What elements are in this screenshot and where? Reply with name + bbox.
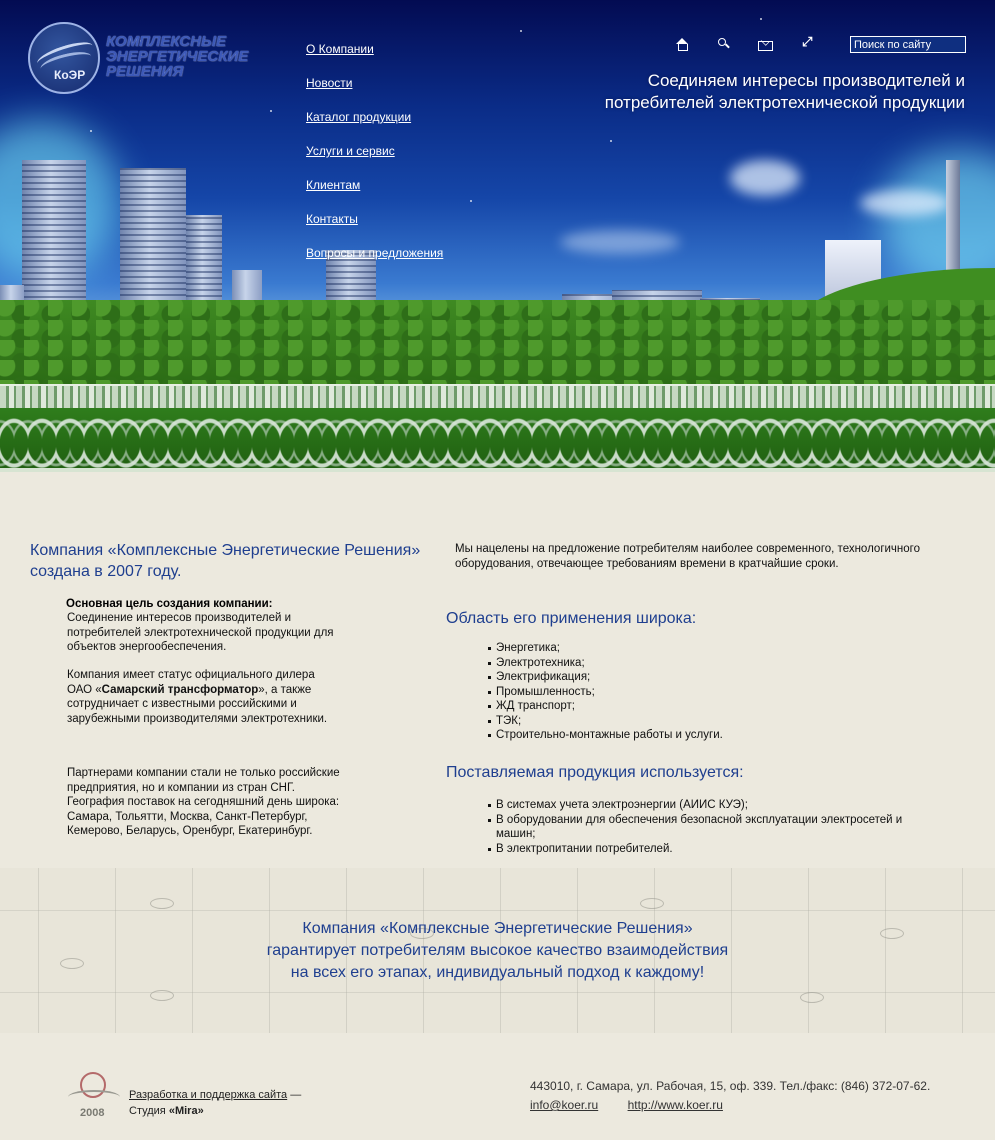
search-input[interactable] bbox=[850, 36, 966, 53]
studio-logo-wing bbox=[68, 1090, 120, 1104]
star bbox=[90, 130, 92, 132]
nav-services[interactable]: Услуги и сервис bbox=[306, 144, 395, 158]
logo-line: ЭНЕРГЕТИЧЕСКИЕ bbox=[106, 48, 249, 65]
list-item: Электрификация; bbox=[488, 670, 723, 685]
fence-ornament bbox=[0, 384, 995, 410]
star bbox=[760, 18, 762, 20]
nav-catalog[interactable]: Каталог продукции bbox=[306, 110, 412, 124]
cloud bbox=[860, 190, 950, 216]
intro-title-line: создана в 2007 году. bbox=[30, 563, 182, 580]
toolbar bbox=[672, 36, 818, 54]
intro-title bbox=[30, 540, 420, 582]
star bbox=[270, 110, 272, 112]
logo-abbr: КоЭР bbox=[54, 68, 86, 82]
logo-emblem bbox=[28, 22, 100, 94]
list-item: Энергетика; bbox=[488, 641, 723, 656]
developer-link[interactable]: Разработка и поддержка сайта bbox=[129, 1089, 288, 1101]
home-icon[interactable] bbox=[672, 36, 692, 54]
credit-dash: — bbox=[287, 1089, 302, 1101]
contact-links bbox=[530, 1098, 749, 1112]
logo-wordmark bbox=[106, 34, 266, 79]
nav-news[interactable]: Новости bbox=[306, 76, 353, 90]
closing-line: Компания «Комплексные Энергетические Решения» bbox=[302, 920, 693, 937]
aim-text: Мы нацелены на предложение потребителям наиболее современного, технологичного оборудования, отвечающее требованиям времени в кратчайшие сроки. bbox=[455, 543, 921, 570]
logo-line: РЕШЕНИЯ bbox=[106, 63, 184, 80]
products-list bbox=[488, 798, 938, 856]
studio-label: Студия bbox=[129, 1105, 169, 1117]
header-banner bbox=[0, 0, 995, 472]
dealer-brand: Самарский трансформатор bbox=[101, 683, 259, 696]
list-item: В электропитании потребителей. bbox=[488, 842, 938, 857]
area-heading: Область его применения широка: bbox=[446, 610, 697, 627]
search-icon[interactable] bbox=[714, 36, 734, 54]
company-address: 443010, г. Самара, ул. Рабочая, 15, оф. 339. Тел./факс: (846) 372-07-62. bbox=[530, 1079, 931, 1093]
goal-heading: Основная цель создания компании: bbox=[66, 598, 273, 610]
cloud bbox=[560, 230, 680, 254]
list-item: Строительно-монтажные работы и услуги. bbox=[488, 728, 723, 743]
trees bbox=[0, 300, 995, 388]
list-item: В оборудовании для обеспечения безопасной эксплуатации электросетей и машин; bbox=[488, 813, 938, 842]
list-item: ЖД транспорт; bbox=[488, 699, 723, 714]
nav-contacts[interactable]: Контакты bbox=[306, 212, 358, 226]
studio-name: «Mira» bbox=[168, 1105, 204, 1117]
star bbox=[470, 200, 472, 202]
products-heading: Поставляемая продукция используется: bbox=[446, 764, 744, 781]
dealer-text-pre: Компания имеет статус официального дилера ОАО « bbox=[67, 669, 315, 696]
list-item: Электротехника; bbox=[488, 656, 723, 671]
skyscraper bbox=[22, 160, 86, 310]
nav-clients[interactable]: Клиентам bbox=[306, 178, 361, 192]
goal-text: Соединение интересов производителей и потребителей электротехнической продукции для объектов энергообеспечения. bbox=[67, 612, 334, 653]
company-logo[interactable] bbox=[28, 22, 258, 98]
star bbox=[610, 140, 612, 142]
dealer-text bbox=[67, 668, 342, 726]
website-link[interactable]: http://www.koer.ru bbox=[627, 1098, 723, 1112]
circuit-symbol bbox=[800, 992, 824, 1003]
closing-line: на всех его этапах, индивидуальный подход к каждому! bbox=[290, 964, 705, 981]
slogan-line: потребителей электротехнической продукции bbox=[604, 93, 965, 112]
logo-line: КОМПЛЕКСНЫЕ bbox=[106, 33, 226, 50]
studio-year: 2008 bbox=[80, 1107, 105, 1119]
circuit-symbol bbox=[150, 898, 174, 909]
list-item: ТЭК; bbox=[488, 714, 723, 729]
list-item: Промышленность; bbox=[488, 685, 723, 700]
list-item: В системах учета электроэнергии (АИИС КУЭ); bbox=[488, 798, 938, 813]
sitemap-icon[interactable] bbox=[798, 36, 818, 54]
circuit-symbol bbox=[150, 990, 174, 1001]
slogan bbox=[605, 70, 965, 114]
skyscraper bbox=[120, 168, 186, 308]
partners-text: Партнерами компании стали не только российские предприятия, но и компании из стран СНГ. География поставок на сегодняшний день широка: Самара, Тольятти, Москва, Санкт-Петербург, Кемерово, Беларусь, Оренбург, Екатеринбург. bbox=[67, 767, 340, 837]
dealer-text-post: », а также сотрудничает с известными российскими и зарубежными производителями электротехники. bbox=[67, 683, 328, 725]
closing-line: гарантирует потребителям высокое качество взаимодействия bbox=[266, 942, 729, 959]
intro-title-line: Компания «Комплексные Энергетические Решения» bbox=[30, 542, 421, 559]
star bbox=[520, 30, 522, 32]
circuit-symbol bbox=[640, 898, 664, 909]
area-list bbox=[488, 641, 723, 743]
email-link[interactable]: info@koer.ru bbox=[530, 1098, 599, 1112]
studio-logo[interactable] bbox=[68, 1072, 120, 1122]
main-nav bbox=[306, 38, 443, 276]
nav-about[interactable]: О Компании bbox=[306, 42, 374, 56]
fence bbox=[0, 408, 995, 472]
mail-icon[interactable] bbox=[756, 36, 776, 54]
cloud bbox=[730, 160, 800, 196]
closing-statement bbox=[0, 918, 995, 984]
nav-questions[interactable]: Вопросы и предложения bbox=[306, 246, 444, 260]
slogan-line: Соединяем интересы производителей и bbox=[647, 71, 965, 90]
developer-credit bbox=[129, 1087, 301, 1119]
